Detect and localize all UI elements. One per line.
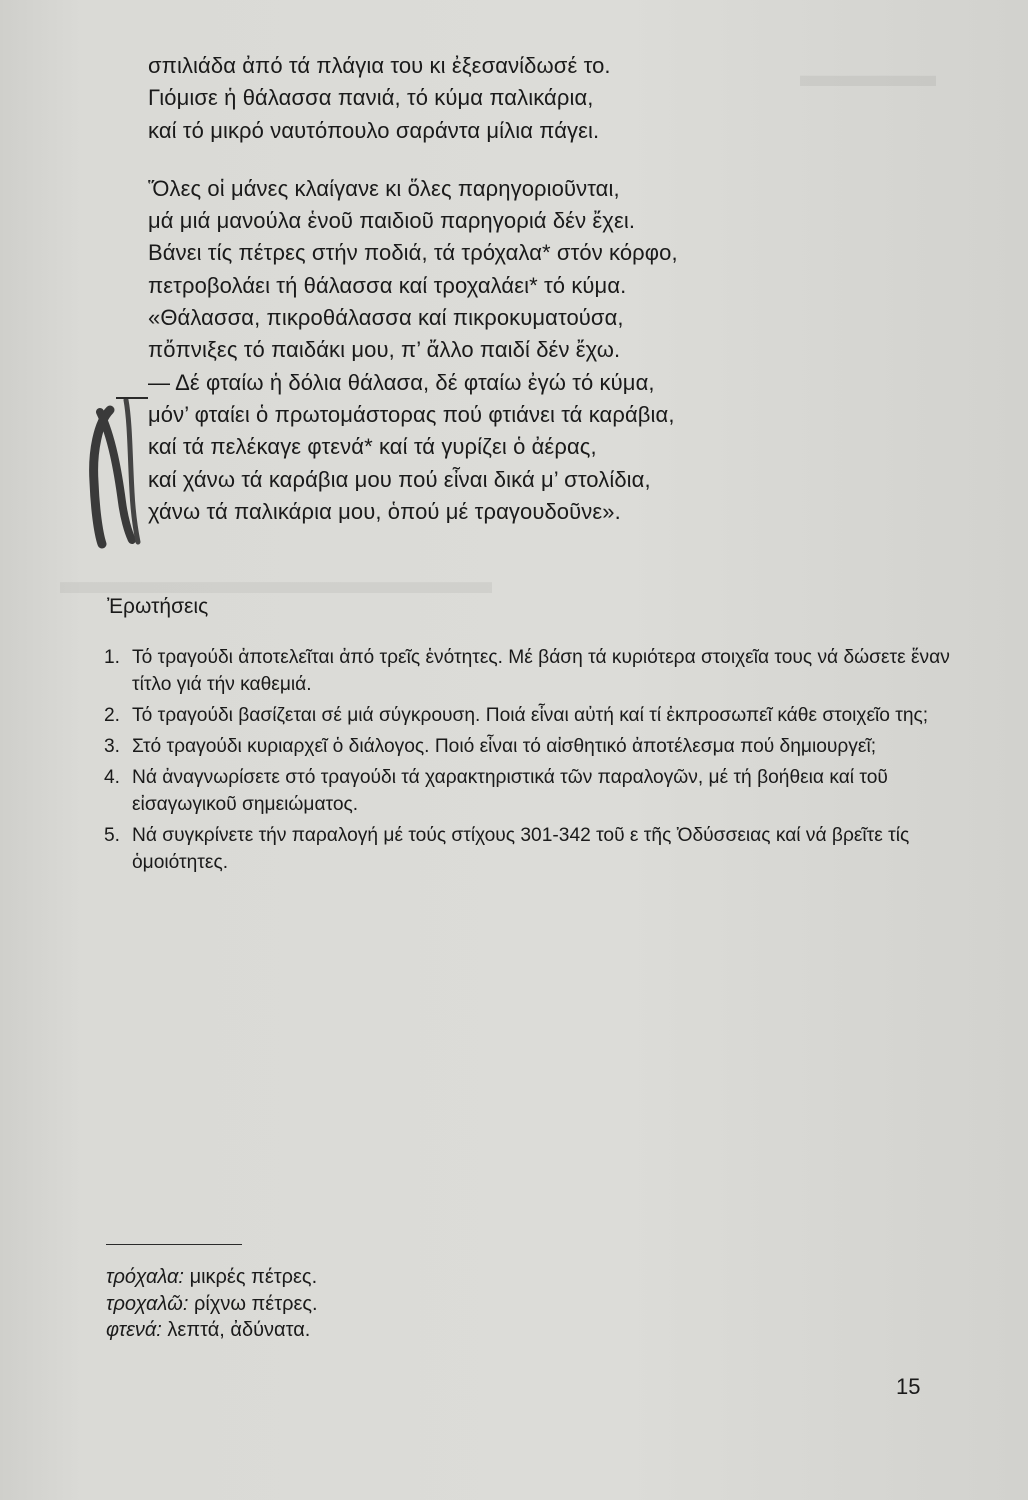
footnote-definition: ρίχνω πέτρες.: [194, 1292, 318, 1315]
question-number: 5.: [103, 825, 120, 846]
question-item: [80, 822, 960, 876]
footnote-definition: μικρές πέτρες.: [189, 1266, 318, 1288]
questions-list: [80, 644, 960, 880]
show-through-texture: ▬▬▬▬▬▬▬▬▬▬▬▬: [60, 560, 492, 601]
question-number: 4.: [103, 767, 120, 788]
question-item: [80, 764, 960, 818]
poem-line: καί τά πελέκαγε φτενά* καί τά γυρίζει ὁ ἀέρας,: [148, 434, 597, 460]
footnote: [106, 1317, 318, 1344]
question-number: 2.: [103, 705, 120, 726]
question-number: 3.: [103, 736, 120, 757]
footnote: [106, 1291, 318, 1318]
poem-line: Γιόμισε ἡ θάλασσα πανιά, τό κύμα παλικάρια,: [148, 85, 594, 111]
footnote-term: τρόχαλα:: [106, 1266, 184, 1288]
stanza-gap: [148, 147, 948, 173]
footnote-term: τροχαλῶ:: [106, 1292, 189, 1315]
question-item: [80, 644, 960, 698]
poem-line: — Δέ φταίω ἡ δόλια θάλασα, δέ φταίω ἐγώ τό κύμα,: [148, 369, 655, 395]
question-text: Στό τραγούδι κυριαρχεῖ ὁ διάλογος. Ποιό εἶναι τό αἰσθητικό ἀποτέλεσμα πού δημιουργεῖ;: [132, 736, 877, 757]
poem-line: σπιλιάδα ἀπό τά πλάγια του κι ἐξεσανίδωσέ το.: [148, 53, 611, 78]
question-item: [80, 702, 960, 729]
page-number: 15: [896, 1374, 921, 1399]
question-item: [80, 733, 960, 760]
poem-line: «Θάλασσα, πικροθάλασσα καί πικροκυματούσα,: [148, 305, 624, 331]
footnote-definition: λεπτά, ἀδύνατα.: [167, 1319, 311, 1341]
poem-line: μά μιά μανούλα ἑνοῦ παιδιοῦ παρηγοριά δέν ἔχει.: [148, 208, 636, 234]
question-text: Τό τραγούδι ἀποτελεῖται ἀπό τρεῖς ἑνότητες. Μέ βάση τά κυριότερα στοιχεῖα τους νά δώσετε ἕναν τίτλο γιά τήν καθεμιά.: [132, 647, 950, 695]
question-number: 1.: [103, 647, 120, 668]
poem-line: καί χάνω τά καράβια μου πού εἶναι δικά μ’ στολίδια,: [148, 466, 651, 492]
question-text: Νά συγκρίνετε τήν παραλογή μέ τούς στίχους 301-342 τοῦ ε τῆς Ὀδύσσειας καί νά βρεῖτε τίς ὁμοιότητες.: [132, 825, 910, 873]
footnotes: [106, 1264, 318, 1344]
poem-line: μόν’ φταίει ὁ πρωτομάστορας πού φτιάνει τά καράβια,: [148, 401, 675, 427]
footnote: [106, 1264, 318, 1291]
poem-line: πὄπνιξες τό παιδάκι μου, π’ ἄλλο παιδί δέν ἔχω.: [148, 337, 621, 363]
question-text: Νά ἀναγνωρίσετε στό τραγούδι τά χαρακτηριστικά τῶν παραλογῶν, μέ τή βοήθεια καί τοῦ εἰσαγωγικοῦ σημειώματος.: [132, 767, 888, 815]
question-text: Τό τραγούδι βασίζεται σέ μιά σύγκρουση. Ποιά εἶναι αὐτή καί τί ἐκπροσωπεῖ κάθε στοιχεῖο της;: [132, 705, 929, 726]
poem-line: πετροβολάει τή θάλασσα καί τροχαλάει* τό κύμα.: [148, 272, 627, 298]
show-through-texture: ▬▬▬▬: [800, 56, 936, 94]
questions-heading: Ἐρωτήσεις: [107, 595, 209, 618]
poem-line: καί τό μικρό ναυτόπουλο σαράντα μίλια πάγει.: [148, 117, 600, 143]
footnote-term: φτενά:: [106, 1319, 162, 1341]
pen-scribble-mark: [70, 382, 150, 552]
poem-line: Βάνει τίς πέτρες στήν ποδιά, τά τρόχαλα* στόν κόρφο,: [148, 240, 678, 266]
poem: [148, 50, 948, 528]
poem-line: χάνω τά παλικάρια μου, ὁπού μέ τραγουδοῦνε».: [148, 498, 621, 524]
poem-line: Ὅλες οἱ μάνες κλαίγανε κι ὅλες παρηγοριοῦνται,: [148, 175, 620, 201]
footnote-divider: [106, 1244, 242, 1245]
